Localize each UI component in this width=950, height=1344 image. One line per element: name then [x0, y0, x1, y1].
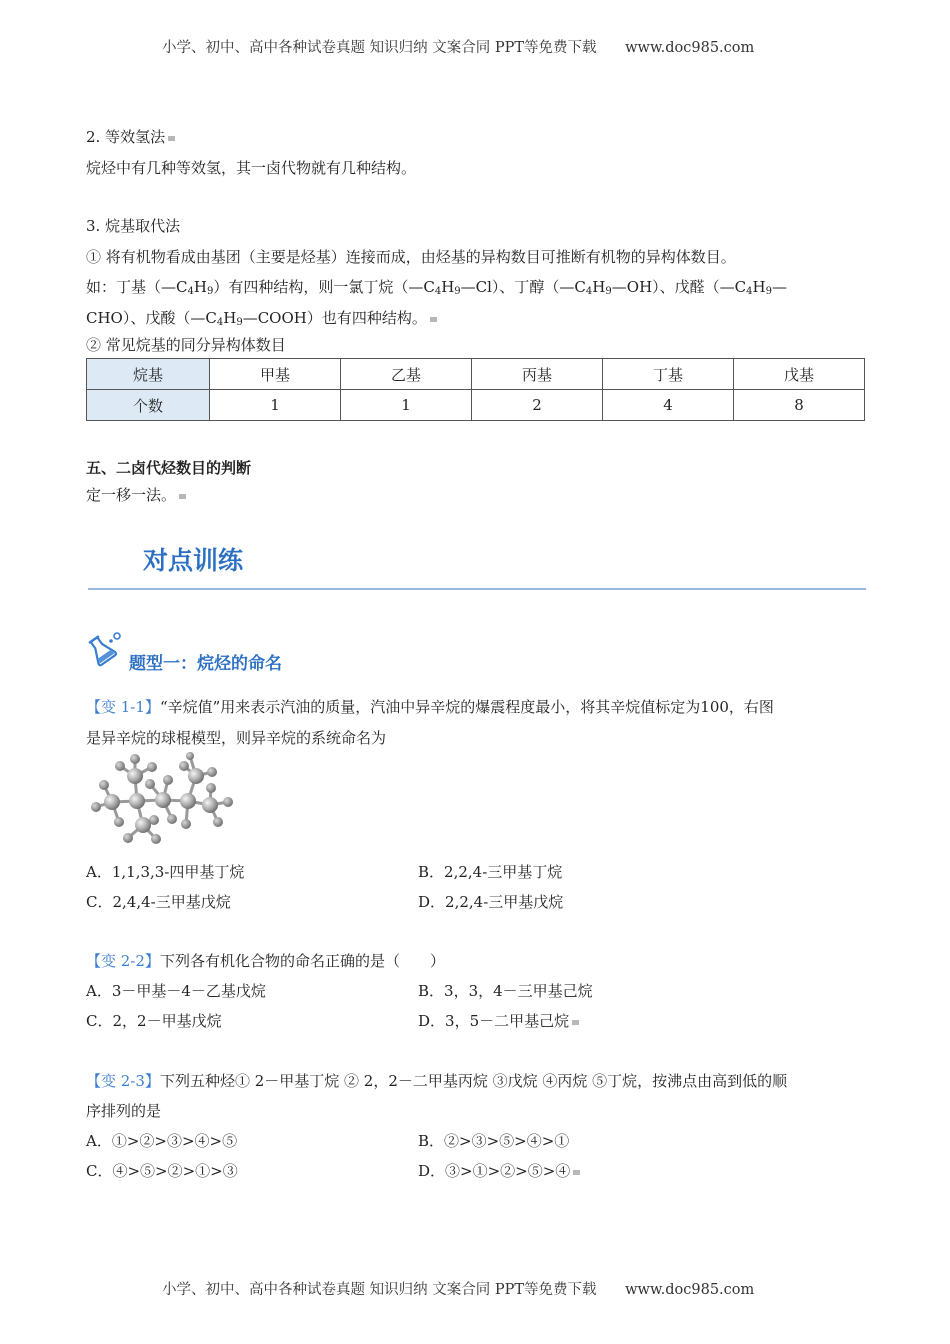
page-footer — [162, 1278, 754, 1299]
q1-line2: 是异辛烷的球棍模型，则异辛烷的系统命名为 — [86, 729, 387, 747]
question-tag: 【变 2-3】 — [86, 1072, 160, 1090]
q3-option-b: B．②>③>⑤>④>① — [418, 1132, 570, 1150]
question-tag: 【变 1-1】 — [86, 698, 160, 716]
method2-title: 2. 等效氢法 — [86, 127, 175, 147]
q3-line1: 【变 2-3】下列五种烃① 2－甲基丁烷 ② 2，2－二甲基丙烷 ③戊烷 ④丙烷 ⑤丁烷，按沸点由高到低的顺 — [86, 1072, 788, 1090]
section-divider — [88, 588, 866, 590]
method2-text: 烷烃中有几种等效氢，其一卤代物就有几种结构。 — [86, 159, 417, 177]
table-cell: 1 — [341, 390, 472, 421]
marker-icon — [572, 1020, 579, 1025]
q3-option-c: C．④>⑤>②>①>③ — [86, 1162, 238, 1180]
table-cell: 1 — [210, 390, 341, 421]
table-header-cell: 个数 — [87, 390, 210, 421]
practice-title: 对点训练 — [143, 546, 244, 575]
table-cell: 丁基 — [603, 359, 734, 390]
marker-icon — [179, 494, 186, 499]
q1-option-c: C．2,4,4-三甲基戊烷 — [86, 893, 231, 911]
table-cell: 戊基 — [734, 359, 865, 390]
q1-option-b: B．2,2,4-三甲基丁烷 — [418, 863, 563, 881]
section5-text: 定一移一法。 — [86, 485, 186, 505]
header-url: www.doc985.com — [625, 40, 755, 56]
q1-line1: 【变 1-1】“辛烷值”用来表示汽油的质量，汽油中异辛烷的爆震程度最小，将其辛烷值标定为100，右图 — [86, 698, 774, 716]
table-row — [87, 390, 865, 421]
q2-option-d: D．3，5－二甲基己烷 — [418, 1011, 579, 1031]
marker-icon — [573, 1170, 580, 1175]
table-cell: 丙基 — [472, 359, 603, 390]
q3-line2: 序排列的是 — [86, 1102, 162, 1120]
table-cell: 4 — [603, 390, 734, 421]
marker-icon — [168, 136, 175, 141]
method3-example-line2: CHO）、戊酸$(—C_4H_9—COOH)$也有四种结构。 — [86, 308, 437, 328]
q2-option-a: A．3－甲基－4－乙基戊烷 — [86, 982, 266, 1000]
flask-icon — [86, 631, 122, 667]
isomer-count-table — [86, 358, 865, 421]
q1-option-d: D．2,2,4-三甲基戊烷 — [418, 893, 564, 911]
table-cell: 8 — [734, 390, 865, 421]
q2-line1: 【变 2-2】下列各有机化合物的命名正确的是（ ） — [86, 952, 445, 970]
footer-url: www.doc985.com — [625, 1282, 755, 1298]
footer-text: 小学、初中、高中各种试卷真题 知识归纳 文案合同 PPT等免费下载 — [162, 1282, 597, 1298]
q3-option-d: D．③>①>②>⑤>④ — [418, 1161, 580, 1181]
isooctane-ball-stick-model — [88, 752, 238, 848]
question-tag: 【变 2-2】 — [86, 952, 160, 970]
q2-option-b: B．3，3，4－三甲基己烷 — [418, 982, 593, 1000]
marker-icon — [430, 317, 437, 322]
q1-option-a: A．1,1,3,3-四甲基丁烷 — [86, 863, 245, 881]
table-header-cell: 烷基 — [87, 359, 210, 390]
method3-example-line1: 如：丁基$(—C_4H_9)$有四种结构，则一氯丁烷$(—C_4H_9—Cl)$、丁醇$(—C_4H_9—OH)$、戊醛（$—C_4H_9—$ — [86, 278, 787, 297]
q2-option-c: C．2，2－甲基戊烷 — [86, 1012, 222, 1030]
type1-title: 题型一：烷烃的命名 — [129, 654, 282, 674]
table-cell: 2 — [472, 390, 603, 421]
page-header — [162, 36, 754, 57]
section5-title: 五、二卤代烃数目的判断 — [86, 459, 252, 477]
method3-title: 3. 烷基取代法 — [86, 217, 181, 235]
table-cell: 甲基 — [210, 359, 341, 390]
table-cell: 乙基 — [341, 359, 472, 390]
table-row — [87, 359, 865, 390]
q3-option-a: A．①>②>③>④>⑤ — [86, 1132, 238, 1150]
header-text: 小学、初中、高中各种试卷真题 知识归纳 文案合同 PPT等免费下载 — [162, 40, 597, 56]
method3-point2: ② 常见烷基的同分异构体数目 — [86, 336, 286, 354]
method3-point1: ① 将有机物看成由基团（主要是烃基）连接而成，由烃基的异构数目可推断有机物的异构体数目。 — [86, 248, 736, 266]
